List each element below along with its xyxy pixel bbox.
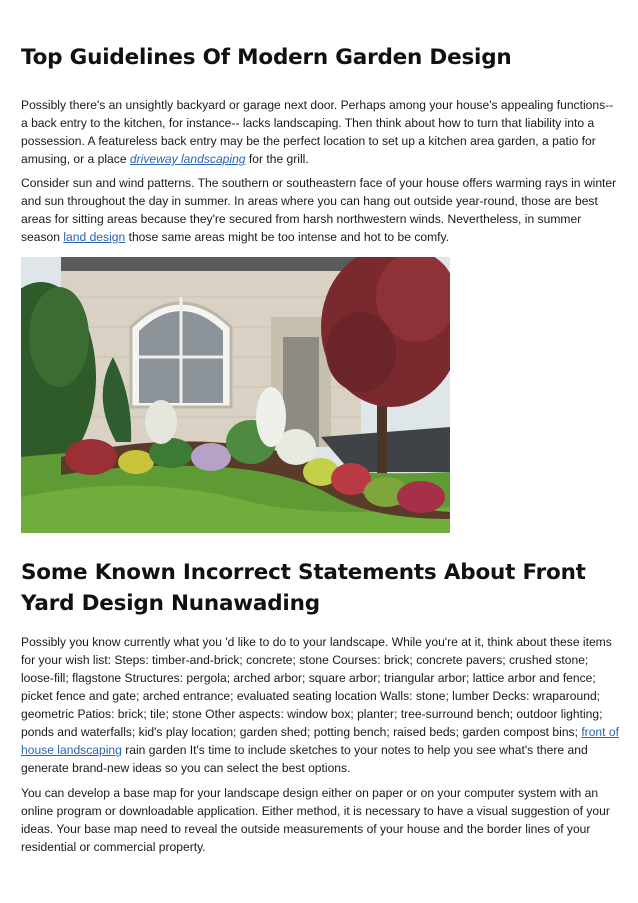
intro-text-before: Possibly there's an unsightly backyard or garage next door. Perhaps among your house's appealing functions-- a back entry to the kitchen, for instance-- lacks landscaping. Then think about how to turn that liability into a possession. A featureless back entry may be the perfect location to set up a kitchen area garden, a patio for amusing, or a place bbox=[21, 98, 614, 166]
driveway-landscaping-link[interactable]: driveway landscaping bbox=[129, 152, 246, 166]
base-map-paragraph: You can develop a base map for your landscape design either on paper or on your computer system with an online program or downloadable application. Either method, it is necessary to have a visual suggestion of your ideas. Your base map need to reveal the outside measurements of your house and the border lines of your residential or commercial property. bbox=[21, 786, 610, 854]
page-title: Top Guidelines Of Modern Garden Design bbox=[21, 45, 512, 70]
sun-text-before: Consider sun and wind patterns. The southern or southeastern face of your house offers warming rays in winter and sun throughout the day in summer. In areas where you can hang out outside year-round, those are best areas for sitting areas because they're secured from harsh northwestern winds. Nevertheless, in summer season bbox=[21, 176, 617, 244]
land-design-link[interactable]: land design bbox=[63, 230, 126, 244]
intro-text-after: for the grill. bbox=[245, 152, 309, 166]
sun-text-after: those same areas might be too intense and hot to be comfy. bbox=[125, 230, 450, 244]
intro-paragraph bbox=[21, 96, 621, 168]
wishlist-text-after: rain garden It's time to include sketches to your notes to help you see what's there and generate brand-new ideas so you can select the best options. bbox=[21, 743, 588, 775]
garden-photo bbox=[21, 257, 450, 533]
wishlist-text-before: Possibly you know currently what you 'd like to do to your landscape. While you're at it, think about these items for your wish list: Steps: timber-and-brick; concrete; stone Courses: brick; concrete pavers; crushed stone; loose-fill; flagstone Structures: pergola; arched arbor; square arbor; triangular arbor; lattice arbor and fence; picket fence and gate; arched entrance; evaluated seating location Walls: stone; lumber Decks: wraparound; geometric Patios: brick; tile; stone Other aspects: window box; planter; tree-surround bench; outdoor lighting; ponds and waterfalls; kid's play location; garden shed; potting bench; raised beds; garden compost bins; bbox=[21, 635, 612, 739]
section-heading: Some Known Incorrect Statements About Front Yard Design Nunawading bbox=[21, 560, 586, 616]
front-of-house-landscaping-link[interactable]: front of house landscaping bbox=[21, 725, 619, 757]
wishlist-paragraph bbox=[21, 633, 621, 777]
sun-wind-paragraph bbox=[21, 174, 621, 246]
